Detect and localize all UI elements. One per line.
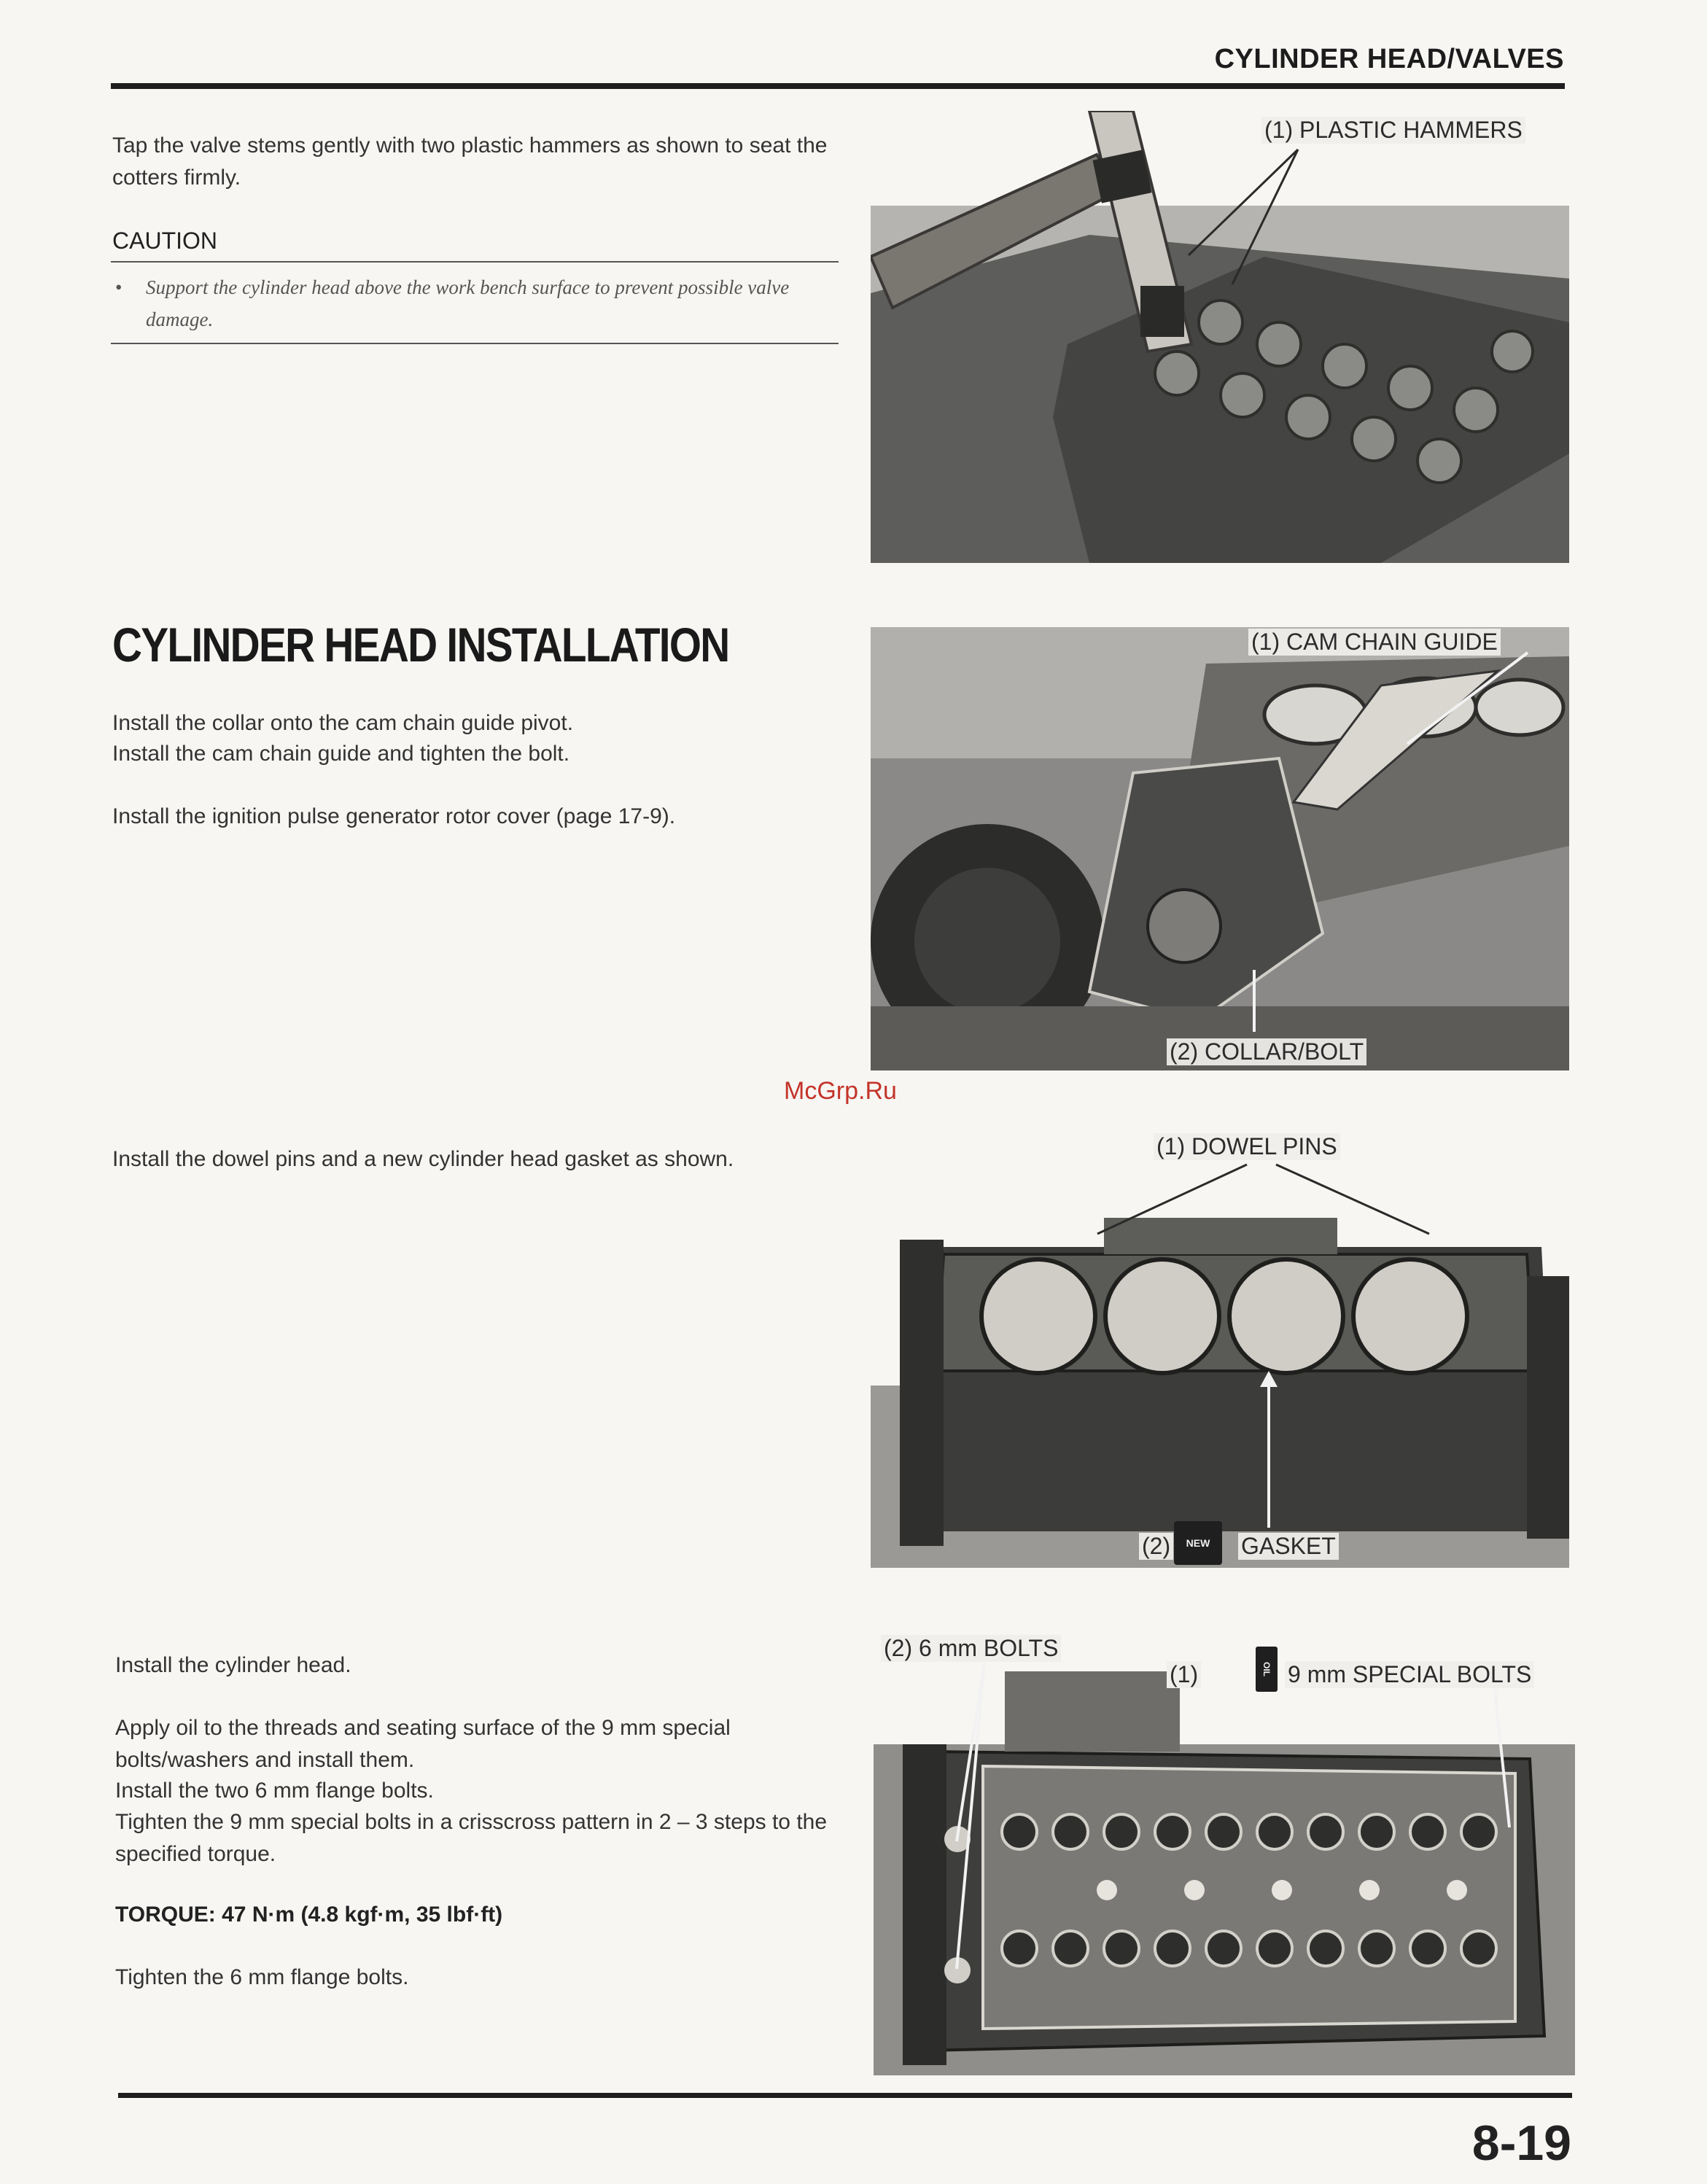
caution-rule-bottom: [111, 343, 839, 344]
leader-line-special-bolts: [1488, 1689, 1524, 1835]
header-rule: [111, 83, 1565, 89]
new-part-icon-label: NEW: [1186, 1537, 1210, 1549]
page-number: 8-19: [1471, 2115, 1571, 2171]
caution-text: [109, 271, 839, 335]
section-heading-cylinder-head-installation: CYLINDER HEAD INSTALLATION: [112, 618, 729, 672]
leader-lines-cam-chain: [1240, 649, 1553, 1057]
leader-lines-6mm-bolts: [941, 1663, 999, 1969]
caution-bullet: •: [115, 276, 123, 298]
caution-label: CAUTION: [112, 228, 217, 254]
callout-gasket: GASKET: [1238, 1533, 1339, 1560]
step-text-install-flange-bolts: Install the two 6 mm flange bolts.: [115, 1779, 434, 1803]
leader-line-gasket: [1254, 1371, 1283, 1531]
footer-rule: [118, 2093, 1572, 2098]
caution-text-body: Support the cylinder head above the work bench surface to prevent possible valve damage.: [146, 276, 790, 330]
callout-gasket-number: (2): [1139, 1533, 1173, 1560]
page-header-title: CYLINDER HEAD/VALVES: [1214, 44, 1564, 74]
step-text-install-dowel-pins: Install the dowel pins and a new cylinder head gasket as shown.: [112, 1147, 734, 1171]
step-text-install-rotor-cover: Install the ignition pulse generator rotor cover (page 17-9).: [112, 804, 676, 828]
oil-icon-label: OIL: [1261, 1662, 1272, 1676]
torque-spec: TORQUE: 47 N·m (4.8 kgf·m, 35 lbf·ft): [115, 1903, 503, 1927]
watermark-mcgrp: McGrp.Ru: [784, 1077, 897, 1105]
step-text-apply-oil: Apply oil to the threads and seating surface of the 9 mm special bolts/washers and install them.: [115, 1716, 731, 1772]
callout-dowel-pins: (1) DOWEL PINS: [1154, 1133, 1340, 1160]
leader-lines-dowel-pins: [1079, 1161, 1444, 1256]
callout-6mm-bolts: (2) 6 mm BOLTS: [881, 1635, 1061, 1662]
leader-lines-hammers: [1094, 146, 1313, 292]
callout-cam-chain-guide: (1) CAM CHAIN GUIDE: [1248, 629, 1501, 656]
step-text-tap-valves: Tap the valve stems gently with two plastic hammers as shown to seat the cotters firmly.: [112, 133, 828, 190]
callout-special-bolts-number: (1): [1167, 1661, 1201, 1688]
step-text-tighten-flange-bolts: Tighten the 6 mm flange bolts.: [115, 1965, 409, 1989]
step-text-install-collar: Install the collar onto the cam chain guide pivot.: [112, 711, 574, 735]
new-part-icon: [1174, 1521, 1222, 1565]
callout-9mm-special-bolts: 9 mm SPECIAL BOLTS: [1285, 1661, 1534, 1688]
caution-rule-top: [111, 261, 839, 263]
step-text-install-cam-chain-guide: Install the cam chain guide and tighten the bolt.: [112, 742, 570, 766]
callout-plastic-hammers: (1) PLASTIC HAMMERS: [1261, 117, 1525, 144]
oil-icon: [1256, 1647, 1278, 1692]
callout-collar-bolt: (2) COLLAR/BOLT: [1167, 1038, 1366, 1065]
step-text-install-cylinder-head: Install the cylinder head.: [115, 1653, 351, 1677]
step-text-tighten-special-bolts: Tighten the 9 mm special bolts in a crisscross pattern in 2 – 3 steps to the specified torque.: [115, 1810, 828, 1866]
